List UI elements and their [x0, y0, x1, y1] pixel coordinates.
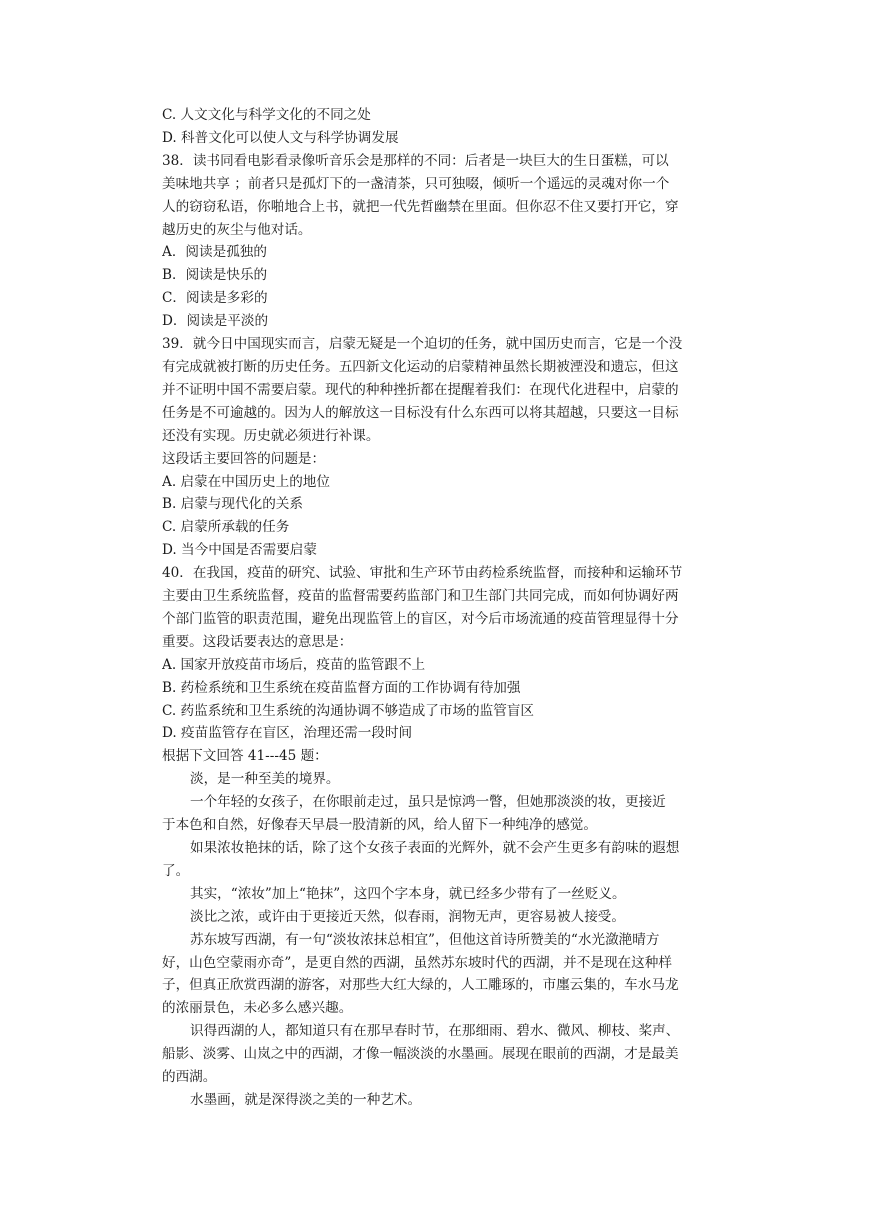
q40-option-d: D. 疫苗监管存在盲区，治理还需一段时间: [162, 725, 413, 742]
passage-paragraph: [162, 791, 708, 837]
q39-stem-line: 并不证明中国不需要启蒙。现代的种种挫折都在提醒着我们：在现代化进程中，启蒙的: [162, 381, 679, 398]
passage-line: 其实，“浓妆”加上“艳抹”，这四个字本身，就已经多少带有了一丝贬义。: [190, 885, 626, 902]
q40-option-a: A. 国家开放疫苗市场后，疫苗的监管跟不上: [162, 656, 426, 673]
question-39: [162, 333, 708, 562]
q40-stem-line: 重要。这段话要表达的意思是：: [162, 633, 353, 650]
question-40: [162, 562, 708, 745]
passage-line: 好，山色空蒙雨亦奇”，是更自然的西湖，虽然苏东坡时代的西湖，并不是现在这种样: [162, 954, 672, 971]
passage-paragraph: [162, 906, 708, 929]
q38-option-a: A．阅读是孤独的: [162, 244, 267, 261]
q38-stem-line: 人的窃窃私语，你啪地合上书，就把一代先哲幽禁在里面。但你忍不住又要打开它，穿: [162, 198, 679, 215]
q39-stem-line: 还没有实现。历史就必须进行补课。: [162, 427, 380, 444]
passage-line: 一个年轻的女孩子，在你眼前走过，虽只是惊鸿一瞥，但她那淡淡的妆，更接近: [190, 794, 666, 811]
passage-line: 识得西湖的人，都知道只有在那早春时节，在那细雨、碧水、微风、柳枝、桨声、: [190, 1023, 680, 1040]
q38-stem-line: 越历史的灰尘与他对话。: [162, 221, 312, 238]
q39-option-a: A. 启蒙在中国历史上的地位: [162, 473, 330, 490]
q39-stem-line: 任务是不可逾越的。因为人的解放这一目标没有什么东西可以将其超越，只要这一目标: [162, 404, 679, 421]
passage-line: 的西湖。: [162, 1069, 217, 1086]
passage-paragraph: [162, 883, 708, 906]
q38-option-c: C．阅读是多彩的: [162, 290, 268, 307]
passage-paragraph: [162, 1089, 708, 1112]
passage-line: 的浓丽景色，未必多么感兴趣。: [162, 1000, 353, 1017]
passage-line: 子，但真正欣赏西湖的游客，对那些大红大绿的，人工雕琢的，市廛云集的，车水马龙: [162, 977, 679, 994]
q38-stem-line: 美味地共享 ；前者只是孤灯下的一盏清茶，只可独啜，倾听一个遥远的灵魂对你一个: [162, 175, 670, 192]
passage-line: 如果浓妆艳抹的话，除了这个女孩子表面的光辉外，就不会产生更多有韵味的遐想: [190, 840, 680, 856]
q40-stem-line: 主要由卫生系统监督，疫苗的监督需要药监部门和卫生部门共同完成，而如何协调好两: [162, 588, 679, 605]
passage-line: 船影、淡雾、山岚之中的西湖，才像一幅淡淡的水墨画。展现在眼前的西湖，才是最美: [162, 1046, 679, 1063]
q40-option-c: C. 药监系统和卫生系统的沟通协调不够造成了市场的监管盲区: [162, 702, 534, 719]
document-page: [162, 104, 708, 1112]
passage-line: 于本色和自然，好像春天早晨一股清新的风，给人留下一种纯净的感觉。: [162, 817, 597, 834]
q39-prompt: 这段话主要回答的问题是：: [162, 450, 326, 467]
q39-stem-line: 39．就今日中国现实而言，启蒙无疑是一个迫切的任务，就中国历史而言，它是一个没: [162, 336, 683, 353]
q39-option-b: B. 启蒙与现代化的关系: [162, 496, 303, 513]
q40-stem-line: 40．在我国，疫苗的研究、试验、审批和生产环节由药检系统监督，而接种和运输环节: [162, 565, 683, 582]
passage-paragraph: [162, 768, 708, 791]
q40-option-b: B. 药检系统和卫生系统在疫苗监督方面的工作协调有待加强: [162, 679, 521, 696]
q38-option-b: B．阅读是快乐的: [162, 267, 268, 284]
passage-paragraph: [162, 929, 708, 1021]
q37-option-c: C. 人文文化与科学文化的不同之处: [162, 107, 371, 123]
passage-line: 淡，是一种至美的境界。: [190, 771, 340, 788]
q39-option-d: D. 当今中国是否需要启蒙: [162, 542, 317, 559]
passage-line: 了。: [162, 862, 190, 879]
passage-paragraph: [162, 837, 708, 883]
passage-paragraph: [162, 1020, 708, 1089]
passage-line: 淡比之浓，或许由于更接近天然，似春雨，润物无声，更容易被人接受。: [190, 908, 625, 925]
passage-line: 水墨画，就是深得淡之美的一种艺术。: [190, 1091, 422, 1108]
reading-passage: [162, 745, 708, 1112]
question-38: [162, 150, 708, 333]
passage-line: 苏东坡写西湖，有一句“淡妆浓抹总相宜”，但他这首诗所赞美的“水光潋滟晴方: [190, 931, 660, 948]
q39-option-c: C. 启蒙所承载的任务: [162, 519, 290, 536]
q37-option-d: D. 科普文化可以使人文与科学协调发展: [162, 129, 399, 146]
q38-option-d: D．阅读是平淡的: [162, 313, 269, 330]
q38-stem-line: 38．读书同看电影看录像听音乐会是那样的不同：后者是一块巨大的生日蛋糕，可以: [162, 152, 669, 169]
q40-stem-line: 个部门监管的职责范围，避免出现监管上的盲区，对今后市场流通的疫苗管理显得十分: [162, 610, 679, 627]
q39-stem-line: 有完成就被打断的历史任务。五四新文化运动的启蒙精神虽然长期被湮没和遗忘，但这: [162, 358, 679, 375]
passage-intro: 根据下文回答 41---45 题：: [162, 748, 328, 765]
